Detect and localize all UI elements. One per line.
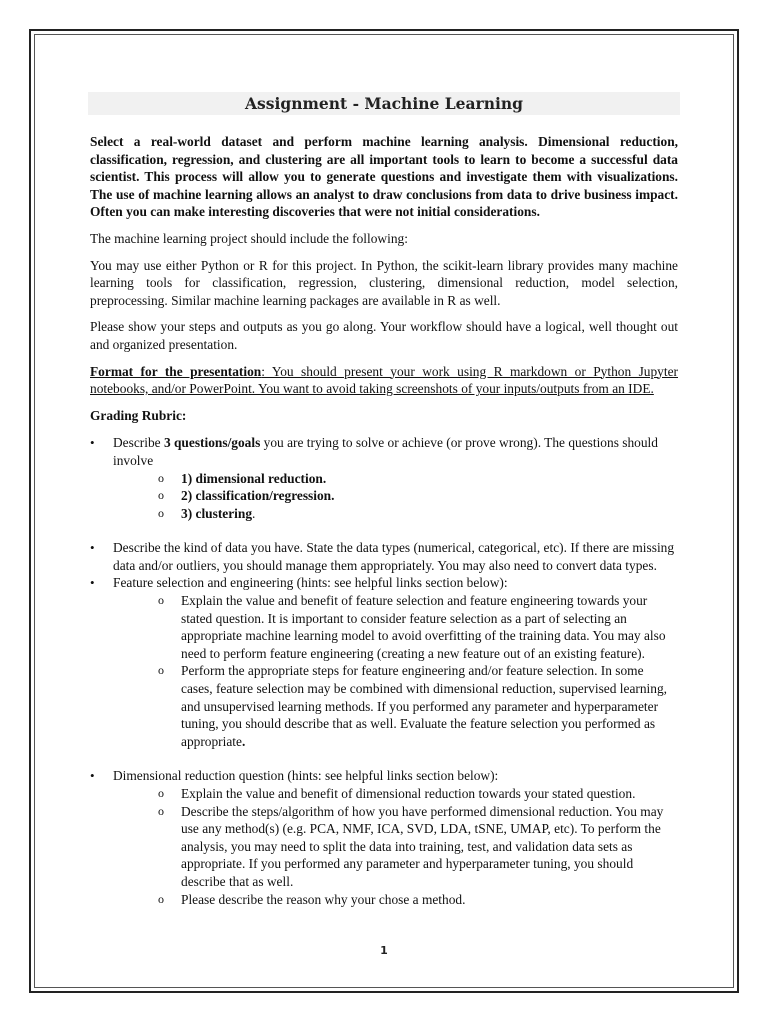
rubric-item-dimensional-reduction	[90, 767, 678, 908]
sub-item-suffix: .	[241, 733, 246, 749]
document-title: Assignment - Machine Learning	[88, 92, 680, 115]
sub-item	[157, 662, 678, 750]
document-body	[90, 92, 678, 908]
sub-item-text: Perform the appropriate steps for feature engineering and/or feature selection. In some cases, feature selection may be combined with dimensional reduction, supervised learning, and unsupervised learning methods. If you performed any parameter and hyperparameter tuning, you should describe that as well. Evaluate the feature selection you performed as appropriate	[181, 663, 667, 749]
steps-paragraph: Please show your steps and outputs as you go along. Your workflow should have a logical, well thought out and organized presentation.	[90, 319, 678, 352]
sub-item-text: 1) dimensional reduction.	[181, 470, 327, 486]
python-r-paragraph: You may use either Python or R for this project. In Python, the scikit-learn library provides many machine learning tools for classification, regression, clustering, dimensional reduction, model selection, preprocessing. Similar machine learning packages are available in R as well.	[90, 257, 678, 308]
format-label: Format for the presentation	[90, 363, 262, 379]
sub-item-text: 2) classification/regression.	[181, 488, 335, 504]
questions-sublist	[157, 470, 678, 523]
page-number: 1	[380, 944, 388, 957]
rubric-item-text: you are trying to solve or achieve (or prove wrong). The questions should involve	[113, 435, 658, 468]
dimred-sublist	[157, 785, 678, 908]
format-text: : You should present your work using R markdown or Python Jupyter notebooks, and/or PowerPoint. You want to avoid taking screenshots of your inputs/outputs from an IDE.	[90, 363, 678, 397]
rubric-item-feature-selection	[90, 574, 678, 750]
sub-item: o Explain the value and benefit of feature selection and feature engineering towards your stated question. It is important to consider feature selection as a part of selecting an appropriate machine learning model to avoid overfitting of the training data. You may also need to perform feature engineering (creating a new feature out of an existing feature).	[157, 592, 678, 662]
sub-item	[157, 505, 678, 523]
project-intro: The machine learning project should include the following:	[90, 230, 408, 246]
sub-item: o Explain the value and benefit of dimensional reduction towards your stated question.	[157, 785, 678, 803]
format-paragraph	[90, 363, 678, 398]
sub-item-suffix: .	[252, 505, 256, 521]
rubric-item-bold: 3 questions/goals	[163, 435, 261, 451]
grading-heading: Grading Rubric:	[90, 407, 187, 423]
feature-sublist	[157, 592, 678, 750]
sub-item: o Describe the steps/algorithm of how you have performed dimensional reduction. You may use any method(s) (e.g. PCA, NMF, ICA, SVD, LDA, tSNE, UMAP, etc). To perform the analysis, you may need to split the data into training, test, and validation data sets as appropriate. If you performed any parameter and hyperparameter tuning, you should describe that as well.	[157, 803, 678, 891]
rubric-item-text: Dimensional reduction question (hints: see helpful links section below):	[113, 768, 499, 784]
intro-paragraph: Select a real-world dataset and perform machine learning analysis. Dimensional reduction, classification, regression, and clustering are all important tools to learn to become a successful data scientist. This process will allow you to generate questions and investigate them with visualizations. The use of machine learning allows an analyst to draw conclusions from data to drive business impact. Often you can make interesting discoveries that were not initial considerations.	[90, 134, 678, 220]
rubric-item-questions	[90, 434, 678, 522]
sub-item	[157, 487, 678, 505]
sub-item	[157, 470, 678, 488]
sub-item: o Please describe the reason why your chose a method.	[157, 891, 678, 909]
rubric-list	[90, 434, 678, 908]
sub-item-text: 3) clustering	[181, 505, 253, 521]
rubric-item-text: Describe	[113, 435, 164, 451]
rubric-item-text: Feature selection and engineering (hints: see helpful links section below):	[113, 575, 508, 591]
rubric-item-data: • Describe the kind of data you have. State the data types (numerical, categorical, etc). If there are missing data and/or outliers, you should manage them appropriately. You may also need to convert data types.	[90, 539, 678, 574]
